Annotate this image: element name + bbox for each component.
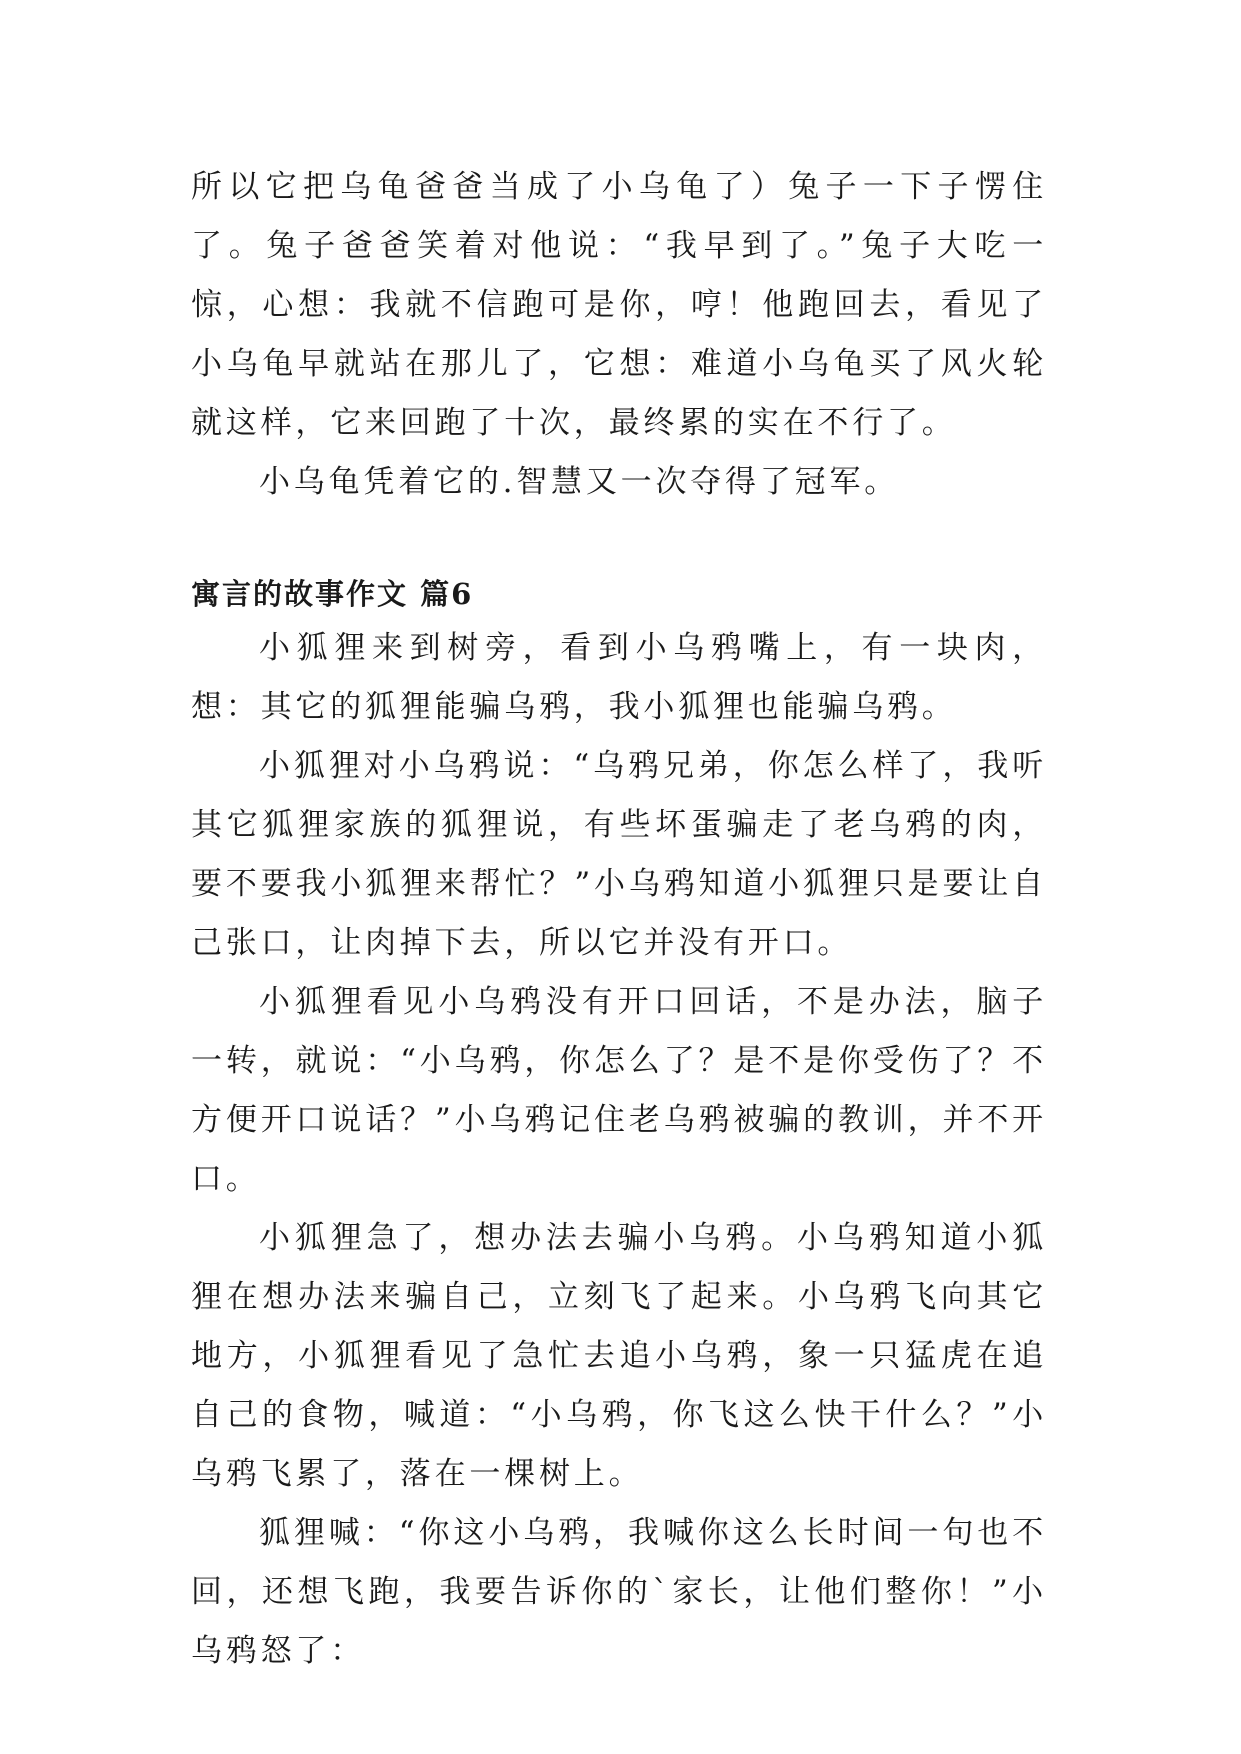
- paragraph: 所以它把乌龟爸爸当成了小乌龟了）兔子一下子愣住了。兔子爸爸笑着对他说：“我早到了。”兔子大吃一惊，心想：我就不信跑可是你，哼！他跑回去，看见了小乌龟早就站在那儿了，它想：难道小乌龟买了风火轮就这样，它来回跑了十次，最终累的实在不行了。: [191, 169, 1047, 441]
- story-continuation: [191, 158, 1047, 512]
- paragraph: 小狐狸对小乌鸦说：“乌鸦兄弟，你怎么样了，我听其它狐狸家族的狐狸说，有些坏蛋骗走了老乌鸦的肉，要不要我小狐狸来帮忙？”小乌鸦知道小狐狸只是要让自己张口，让肉掉下去，所以它并没有开口。: [191, 748, 1047, 961]
- paragraph: 小狐狸急了，想办法去骗小乌鸦。小乌鸦知道小狐狸在想办法来骗自己，立刻飞了起来。小乌鸦飞向其它地方，小狐狸看见了急忙去追小乌鸦，象一只猛虎在追自己的食物，喊道：“小乌鸦，你飞这么快干什么？”小乌鸦飞累了，落在一棵树上。: [191, 1220, 1047, 1492]
- story-body: [191, 619, 1047, 1681]
- section-heading: 寓言的故事作文 篇6: [191, 577, 474, 611]
- paragraph: 小狐狸来到树旁，看到小乌鸦嘴上，有一块肉，想：其它的狐狸能骗乌鸦，我小狐狸也能骗乌鸦。: [191, 630, 1047, 725]
- paragraph: 狐狸喊：“你这小乌鸦，我喊你这么长时间一句也不回，还想飞跑，我要告诉你的`家长，让他们整你！”小乌鸦怒了：: [191, 1515, 1047, 1669]
- paragraph: 小狐狸看见小乌鸦没有开口回话，不是办法，脑子一转，就说：“小乌鸦，你怎么了？是不是你受伤了？不方便开口说话？”小乌鸦记住老乌鸦被骗的教训，并不开口。: [191, 984, 1047, 1197]
- paragraph: 小乌龟凭着它的.智慧又一次夺得了冠军。: [259, 464, 900, 500]
